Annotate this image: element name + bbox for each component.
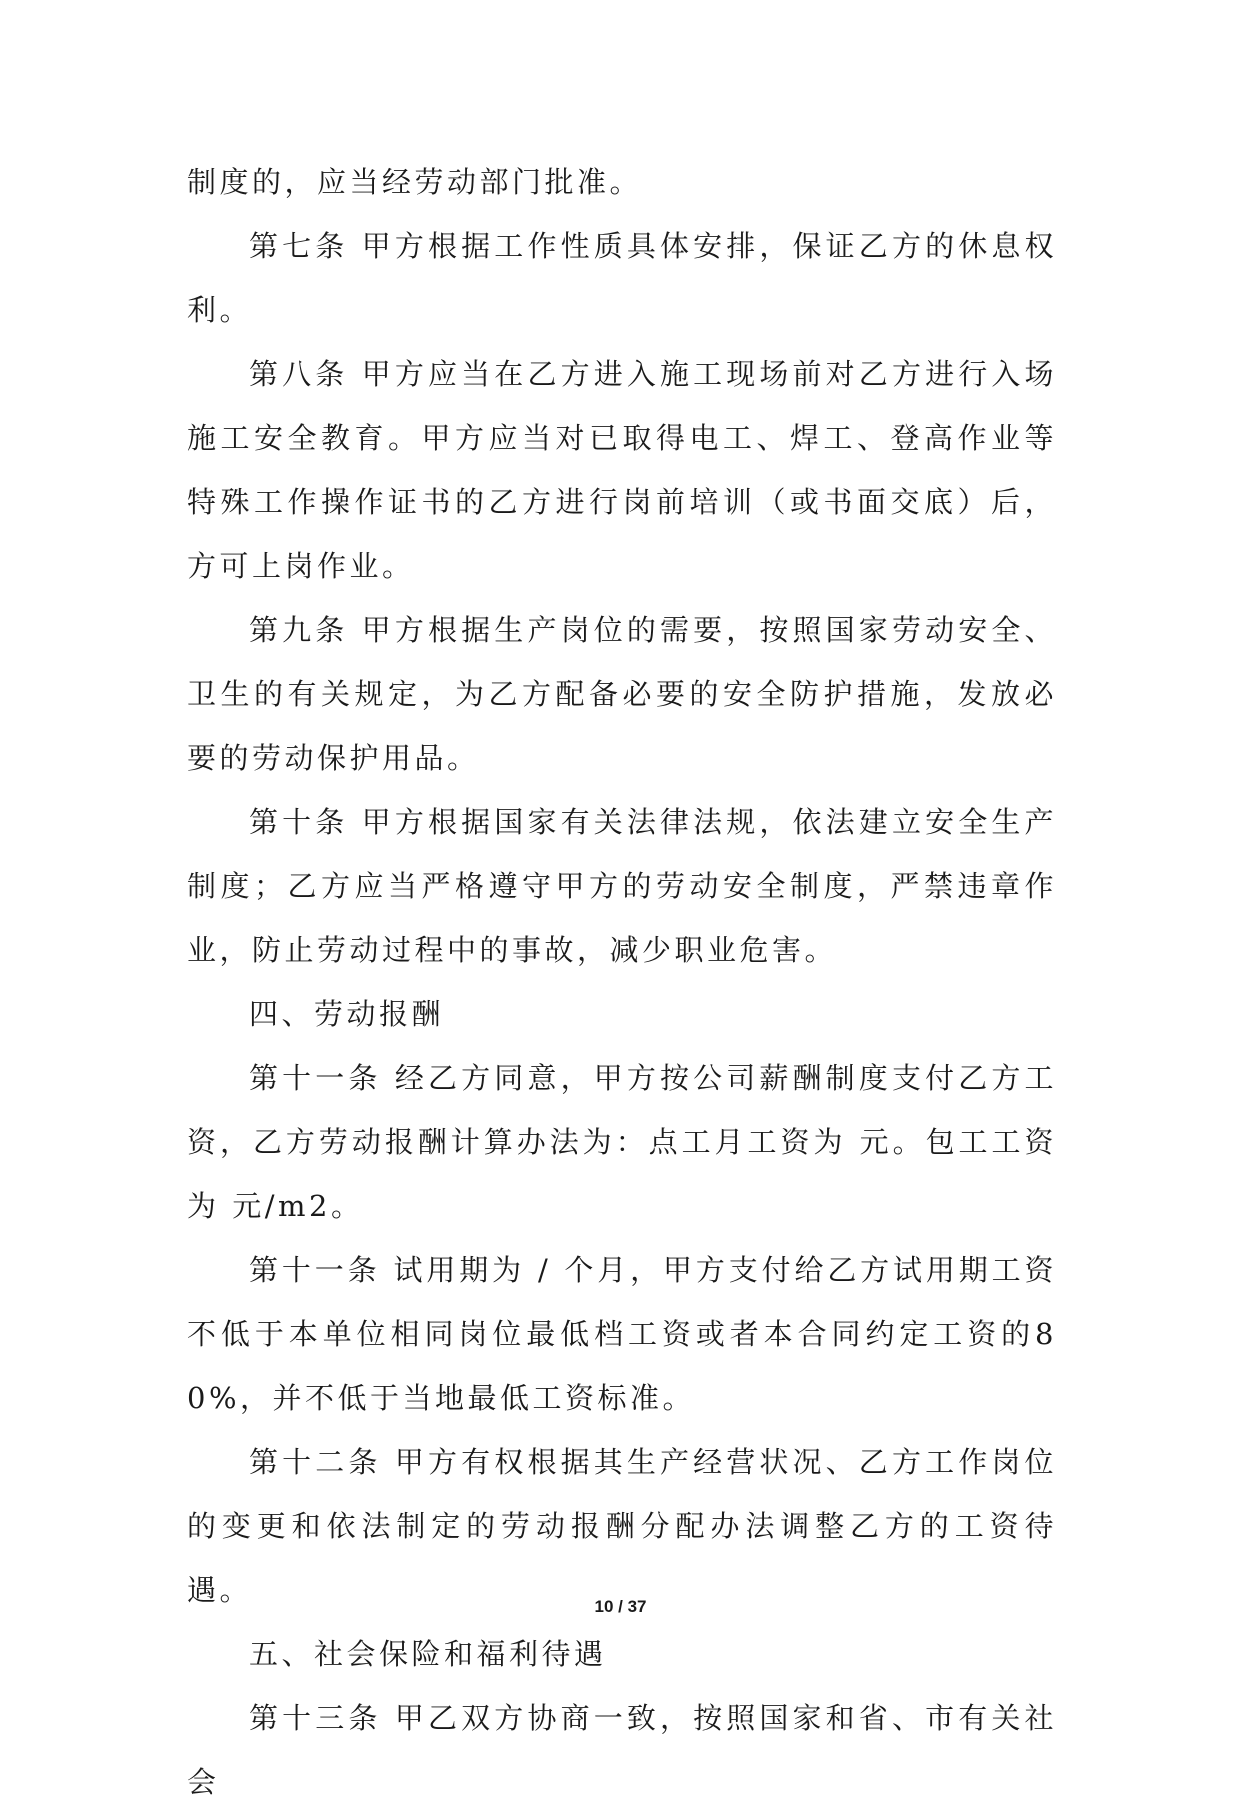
paragraph-article-11-probation: 第十一条 试用期为 / 个月，甲方支付给乙方试用期工资不低于本单位相同岗位最低档工资或者本合同约定工资的80%，并不低于当地最低工资标准。 — [187, 1253, 1057, 1415]
paragraph-article-9: 第九条 甲方根据生产岗位的需要，按照国家劳动安全、卫生的有关规定，为乙方配备必要的安全防护措施，发放必要的劳动保护用品。 — [187, 613, 1057, 775]
paragraph-article-11-pay: 第十一条 经乙方同意，甲方按公司薪酬制度支付乙方工资，乙方劳动报酬计算办法为：点工月工资为 元。包工工资为 元/m2。 — [187, 1061, 1057, 1223]
paragraph-article-12: 第十二条 甲方有权根据其生产经营状况、乙方工作岗位的变更和依法制定的劳动报酬分配办法调整乙方的工资待遇。 — [187, 1445, 1057, 1607]
section-heading-social-insurance: 五、社会保险和福利待遇 — [249, 1637, 607, 1671]
section-heading-labor-pay: 四、劳动报酬 — [249, 997, 445, 1031]
paragraph-article-8: 第八条 甲方应当在乙方进入施工现场前对乙方进行入场施工安全教育。甲方应当对已取得电工、焊工、登高作业等特殊工作操作证书的乙方进行岗前培训（或书面交底）后，方可上岗作业。 — [187, 357, 1057, 583]
paragraph-article-13: 第十三条 甲乙双方协商一致，按照国家和省、市有关社会 — [187, 1701, 1057, 1799]
paragraph-article-7: 第七条 甲方根据工作性质具体安排，保证乙方的休息权利。 — [187, 229, 1057, 327]
paragraph-article-10: 第十条 甲方根据国家有关法律法规，依法建立安全生产制度；乙方应当严格遵守甲方的劳动安全制度，严禁违章作业，防止劳动过程中的事故，减少职业危害。 — [187, 805, 1057, 967]
page-number: 10 / 37 — [594, 1597, 647, 1616]
paragraph-continuation: 制度的，应当经劳动部门批准。 — [187, 165, 643, 199]
document-body — [187, 150, 1057, 1814]
